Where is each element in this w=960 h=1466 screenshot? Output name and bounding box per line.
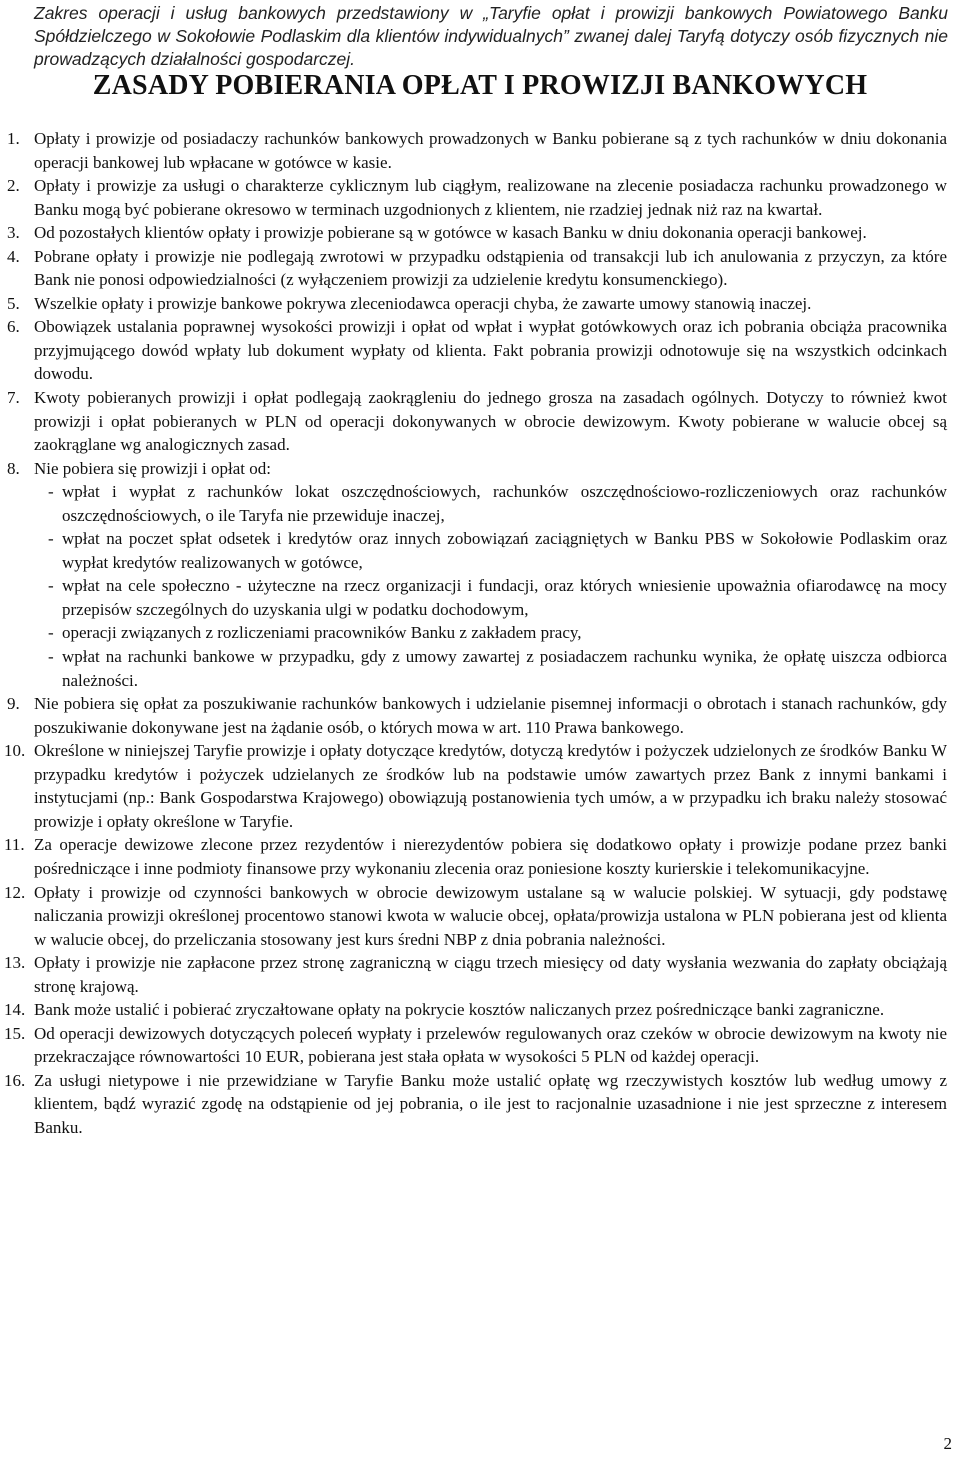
rule-text: Od pozostałych klientów opłaty i prowizje pobierane są w gotówce w kasach Banku w dniu dokonania operacji bankowej. xyxy=(34,223,867,243)
rule-number: 12. xyxy=(4,882,26,902)
exemption-item xyxy=(34,527,947,574)
rule-item xyxy=(0,292,960,316)
rule-number: 11. xyxy=(4,835,25,855)
rule-item xyxy=(0,692,960,739)
rule-number: 2. xyxy=(7,176,20,196)
rule-text: Obowiązek ustalania poprawnej wysokości prowizji i opłat od wpłat i wypłat gotówkowych oraz ich pobrania obciąża pracownika przyjmującego dowód wpłaty lub dokument wypłaty od klienta. Fakt pobrania prowizji odnotowuje się na wszystkich odcinkach dowodu. xyxy=(34,317,947,384)
rules-list xyxy=(0,127,960,1140)
rule-text: Pobrane opłaty i prowizje nie podlegają zwrotowi w przypadku odstąpienia od transakcji lub ich anulowania z przyczyn, za które Bank nie ponosi odpowiedzialności (z wyłączeniem prowizji za udzielenie kredytu konsumenckiego). xyxy=(34,246,947,290)
rule-number: 7. xyxy=(7,388,20,408)
rule-text: Kwoty pobieranych prowizji i opłat podlegają zaokrągleniu do jednego grosza na zasadach ogólnych. Dotyczy to również kwot prowizji i opłat pobieranych w PLN od operacji dokonywanych w obrocie dewizowym. Kwoty pobierane w walucie obcej są zaokrąglane wg analogicznych zasad. xyxy=(34,388,947,455)
rule-text: Nie pobiera się prowizji i opłat od: xyxy=(34,458,271,478)
rule-item xyxy=(0,1069,960,1140)
rule-number: 13. xyxy=(4,953,26,973)
rule-text: Opłaty i prowizje od czynności bankowych w obrocie dewizowym ustalane są w walucie polskiej. W sytuacji, gdy podstawę naliczania prowizji określonej procentowo stanowi kwota w walucie obcej, opłata/prowizja ustalona w PLN pobierana jest od klienta w walucie obcej, do przeliczania stosowany jest kurs średni NBP z dnia pobrania należności. xyxy=(34,882,947,949)
rule-number: 6. xyxy=(7,317,20,337)
rule-item xyxy=(0,881,960,952)
rule-number: 10. xyxy=(4,741,26,761)
list-dash: - xyxy=(48,576,54,596)
exemption-text: wpłat na poczet spłat odsetek i kredytów oraz innych zobowiązań zaciągniętych w Banku PBS w Sokołowie Podlaskim oraz wypłat kredytów realizowanych w gotówce, xyxy=(62,529,947,572)
rule-number: 5. xyxy=(7,293,20,313)
rule-text: Określone w niniejszej Taryfie prowizje i opłaty dotyczące kredytów, dotyczą kredytów i pożyczek udzielonych ze środków Banku W przypadku kredytów i pożyczek udzielanych ze środków lub na podstawie umów zawartych przez Bank z innymi bankami i instytucjami (np.: Bank Gospodarstwa Krajowego) obowiązują postanowienia tych umów, a w przypadku ich braku należy stosować prowizje i opłaty określone w Taryfie. xyxy=(34,741,947,831)
rule-item xyxy=(0,221,960,245)
list-dash: - xyxy=(48,529,54,549)
list-dash: - xyxy=(48,647,54,667)
rule-item xyxy=(0,315,960,386)
rule-text: Nie pobiera się opłat za poszukiwanie rachunków bankowych i udzielanie pisemnej informacji o obrotach i stanach rachunków, gdy poszukiwanie dokonywane jest na żądanie osób, o których mowa w art. 110 Prawa bankowego. xyxy=(34,694,947,737)
exemption-text: wpłat na rachunki bankowe w przypadku, gdy z umowy zawartej z posiadaczem rachunku wynika, że opłatę uiszcza odbiorca należności. xyxy=(62,647,947,690)
intro-paragraph: Zakres operacji i usług bankowych przedstawiony w „Taryfie opłat i prowizji bankowych Powiatowego Banku Spółdzielczego w Sokołowie Podlaskim dla klientów indywidualnych” zwanej dalej Taryfą dotyczy osób fizycznych nie prowadzących działalności gospodarczej. xyxy=(34,3,948,69)
rule-number: 15. xyxy=(4,1023,26,1043)
rule-text: Opłaty i prowizje za usługi o charakterze cyklicznym lub ciągłym, realizowane na zlecenie posiadacza rachunku prowadzonego w Banku mogą być pobierane okresowo w terminach uzgodnionych z klientem, nie rzadziej jednak niż raz na kwartał. xyxy=(34,176,947,219)
rule-text: Opłaty i prowizje od posiadaczy rachunków bankowych prowadzonych w Banku pobierane są z tych rachunków w dniu dokonania operacji bankowej lub wpłacane w gotówce w kasie. xyxy=(34,129,947,172)
page-number: 2 xyxy=(943,1434,952,1453)
rule-text: Bank może ustalić i pobierać zryczałtowane opłaty na pokrycie kosztów naliczanych przez pośredniczące banki zagraniczne. xyxy=(34,1000,885,1020)
rule-text: Za usługi nietypowe i nie przewidziane w Taryfie Banku może ustalić opłatę wg rzeczywistych kosztów lub według umowy z klientem, bądź wyrazić zgodę na odstąpienie od jej pobrania, o ile jest to racjonalnie uzasadnione i nie jest sprzeczne z interesem Banku. xyxy=(34,1070,947,1137)
exemption-item xyxy=(34,574,947,621)
rule-number: 4. xyxy=(7,246,20,266)
rule-item xyxy=(0,739,960,833)
list-dash: - xyxy=(48,482,54,502)
rule-item xyxy=(0,127,960,174)
rule-number: 3. xyxy=(7,223,20,243)
exemption-text: wpłat i wypłat z rachunków lokat oszczędnościowych, rachunków oszczędnościowo-rozliczeniowych oraz rachunków oszczędnościowych, o ile Taryfa nie przewiduje inaczej, xyxy=(62,482,947,525)
exemption-item xyxy=(34,645,947,692)
rule-text: Za operacje dewizowe zlecone przez rezydentów i nierezydentów pobiera się dodatkowo opłaty i prowizje podane przez banki pośredniczące i inne podmioty finansowe przy wykonaniu zlecenia oraz poniesione koszty kurierskie i telekomunikacyjne. xyxy=(34,835,947,878)
section-heading: ZASADY POBIERANIA OPŁAT I PROWIZJI BANKOWYCH xyxy=(92,70,868,101)
exemption-item xyxy=(34,621,947,645)
rule-item xyxy=(0,951,960,998)
rule-number: 1. xyxy=(7,129,20,148)
rule-item xyxy=(0,174,960,221)
exemption-item xyxy=(34,480,947,527)
rule-item xyxy=(0,386,960,457)
rule-item xyxy=(0,998,960,1022)
exemption-text: operacji związanych z rozliczeniami pracowników Banku z zakładem pracy, xyxy=(62,623,582,643)
rule-number: 8. xyxy=(7,458,20,478)
rule-number: 16. xyxy=(4,1070,26,1090)
rule-number: 9. xyxy=(7,694,20,714)
exemption-list xyxy=(34,480,947,692)
rule-item xyxy=(0,457,960,692)
rule-text: Od operacji dewizowych dotyczących poleceń wypłaty i przelewów regulowanych oraz czeków w obrocie dewizowym na kwoty nie przekraczające równowartości 10 EUR, pobierana jest stała opłata w wysokości 5 PLN od każdej operacji. xyxy=(34,1023,947,1067)
rule-item xyxy=(0,245,960,292)
rule-text: Wszelkie opłaty i prowizje bankowe pokrywa zleceniodawca operacji chyba, że zawarte umowy stanowią inaczej. xyxy=(34,293,812,313)
rule-item xyxy=(0,833,960,880)
list-dash: - xyxy=(48,623,54,643)
rule-item xyxy=(0,1022,960,1069)
rule-text: Opłaty i prowizje nie zapłacone przez stronę zagraniczną w ciągu trzech miesięcy od daty wysłania wezwania do zapłaty obciążają stronę krajową. xyxy=(34,953,947,996)
exemption-text: wpłat na cele społeczno - użyteczne na rzecz organizacji i fundacji, oraz których wniesienie upoważnia ofiarodawcę na mocy przepisów szczególnych do uzyskania ulgi w podatku dochodowym, xyxy=(62,576,947,619)
rule-number: 14. xyxy=(4,1000,26,1020)
